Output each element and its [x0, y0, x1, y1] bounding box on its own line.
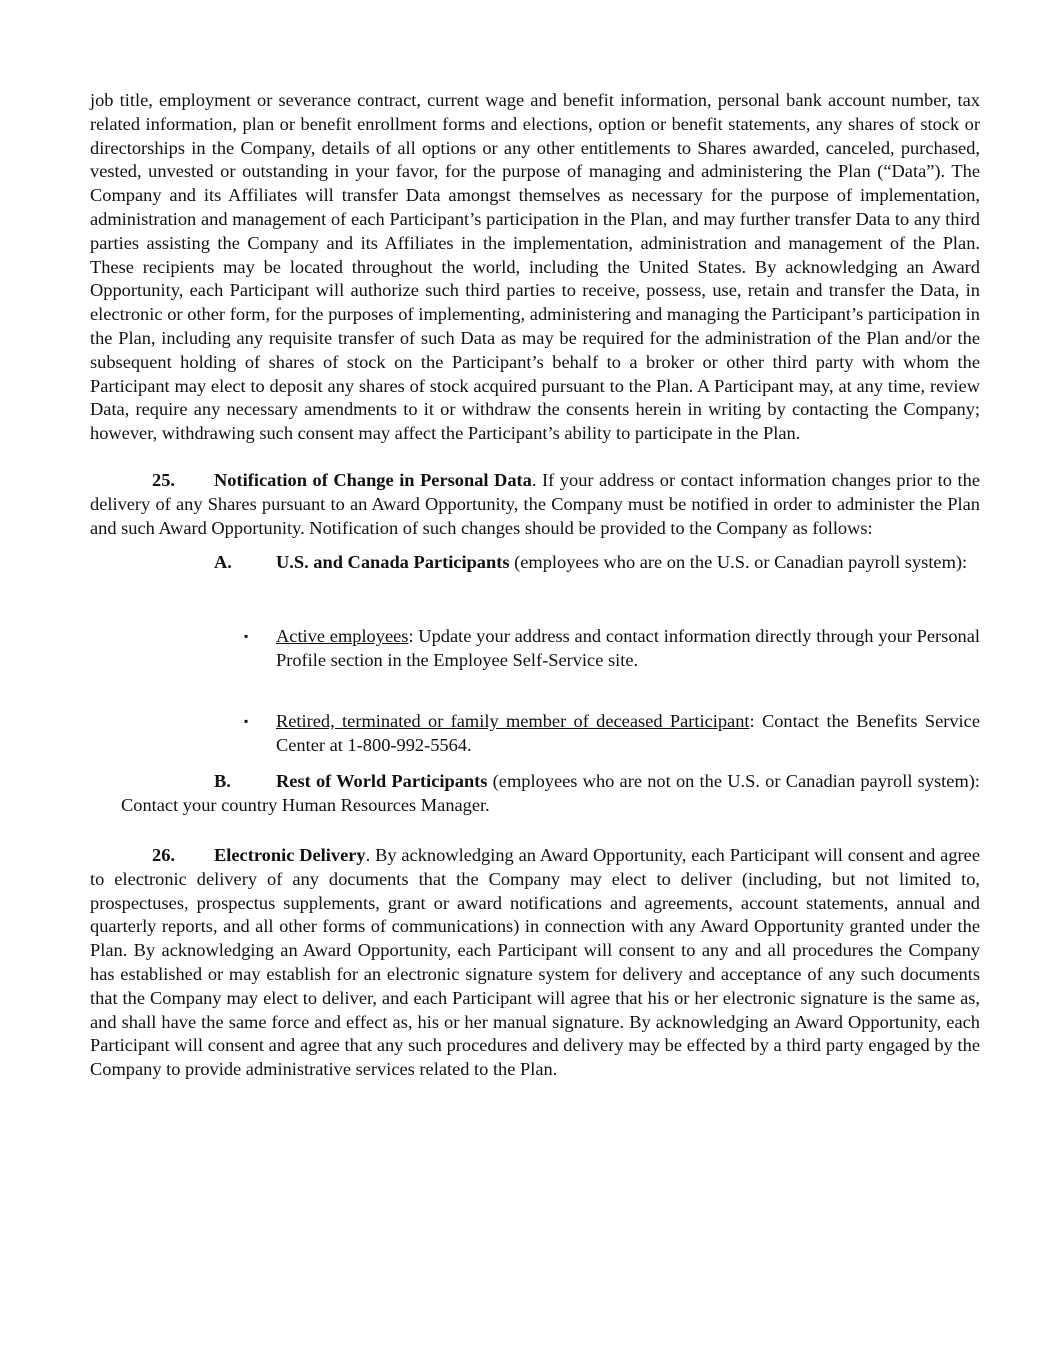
- section-26-title-punct: .: [365, 844, 371, 865]
- bullet-active-employees: [244, 625, 980, 673]
- bullet-retired-terminated-body: : Contact the Benefits Service Center at 1-800-992-5564.: [276, 710, 980, 755]
- subsection-a: [121, 551, 980, 575]
- section-26-body: By acknowledging an Award Opportunity, each Participant will consent and agree to electronic delivery of any documents that the Company may elect to deliver (including, but not limited to, prospectuses, prospectus supplements, grant or award notifications and agreements, account statements, annual and quarterly reports, and all other forms of communications) in connection with any Award Opportunity granted under the Plan. By acknowledging an Award Opportunity, each Participant will consent to any and all procedures the Company has established or may establish for an electronic signature system for delivery and acceptance of any such documents that the Company may elect to deliver, and each Participant will agree that his or her electronic signature is the same as, and shall have the same force and effect as, his or her manual signature. By acknowledging an Award Opportunity, each Participant will consent and agree that any such procedures and delivery may be effected by a third party engaged by the Company to provide administrative services related to the Plan.: [90, 844, 980, 1080]
- section-25-title: [214, 470, 532, 490]
- subsection-a-title: U.S. and Canada Participants: [276, 552, 510, 573]
- subsection-a-body: (employees who are on the U.S. or Canadian payroll system):: [509, 552, 968, 573]
- bullet-square-icon: ▪: [244, 629, 249, 644]
- bullet-active-employees-body: : Update your address and contact information directly through your Personal Profile section in the Employee Self-Service site.: [276, 626, 980, 670]
- bullet-active-employees-label: Active employees: [276, 626, 409, 647]
- subsection-b: [121, 770, 980, 818]
- section-25-title-punct: .: [531, 469, 537, 490]
- section-25-title-text: Notification of Change in Personal Data: [214, 469, 532, 490]
- subsection-b-title: Rest of World Participants: [276, 771, 488, 792]
- subsection-a-letter: A.: [214, 552, 232, 573]
- document-page: [90, 89, 980, 1082]
- bullet-square-icon: ▪: [244, 713, 249, 728]
- section-26-title: Electronic Delivery: [214, 844, 366, 865]
- bullet-retired-terminated-label: Retired, terminated or family member of deceased Participant: [276, 710, 750, 731]
- subsection-b-letter: B.: [214, 771, 231, 792]
- section-26-number: 26.: [152, 844, 175, 865]
- intro-paragraph: job title, employment or severance contract, current wage and benefit information, personal bank account number, tax related information, plan or benefit enrollment forms and elections, option or benefit statements, any shares of stock or directorships in the Company, details of all options or any other entitlements to Shares awarded, canceled, purchased, vested, unvested or outstanding in your favor, for the purpose of managing and administering the Plan (“Data”). The Company and its Affiliates will transfer Data amongst themselves as necessary for the purpose of implementation, administration and management of each Participant’s participation in the Plan, and may further transfer Data to any third parties assisting the Company and its Affiliates in the implementation, administration and management of the Plan. These recipients may be located throughout the world, including the United States. By acknowledging an Award Opportunity, each Participant will authorize such third parties to receive, possess, use, retain and transfer the Data, in electronic or other form, for the purposes of implementing, administering and managing the Participant’s participation in the Plan, including any requisite transfer of such Data as may be required for the administration of the Plan and/or the subsequent holding of shares of stock on the Participant’s behalf to a broker or other third party with whom the Participant may elect to deposit any shares of stock acquired pursuant to the Plan. A Participant may, at any time, review Data, require any necessary amendments to it or withdraw the consents herein in writing by contacting the Company; however, withdrawing such consent may affect the Participant’s ability to participate in the Plan.: [90, 90, 980, 444]
- section-26: [90, 844, 980, 1082]
- section-25-number: 25.: [152, 469, 175, 490]
- section-25-body: If your address or contact information changes prior to the delivery of any Shares pursuant to an Award Opportunity, the Company must be notified in order to administer the Plan and such Award Opportunity. Notification of such changes should be provided to the Company as follows:: [90, 469, 980, 538]
- bullet-retired-terminated: [244, 710, 980, 758]
- section-25: [90, 469, 980, 540]
- subsection-b-body: (employees who are not on the U.S. or Canadian payroll system): Contact your country Human Resources Manager.: [121, 771, 980, 816]
